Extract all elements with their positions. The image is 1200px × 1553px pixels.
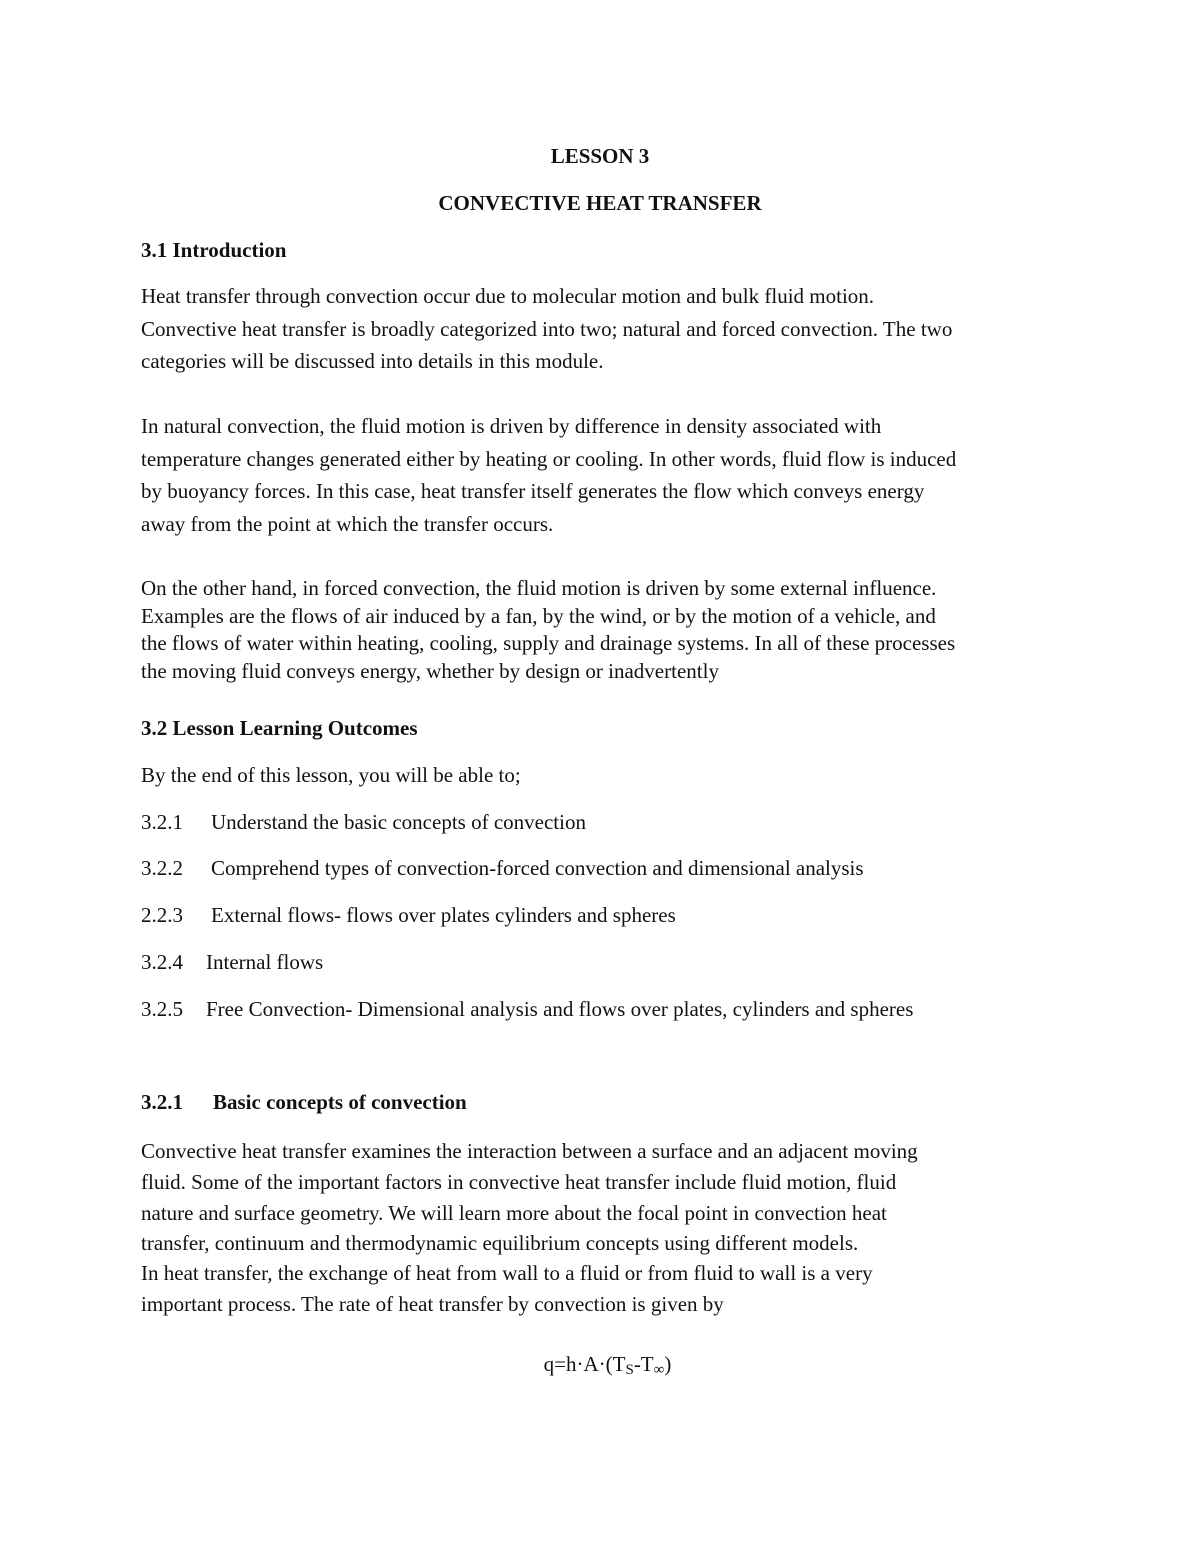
text-line: the flows of water within heating, cooling, supply and drainage systems. In all of these processes <box>141 631 956 655</box>
text-line: temperature changes generated either by heating or cooling. In other words, fluid flow is induced <box>141 446 957 471</box>
outcome-text: Comprehend types of convection-forced convection and dimensional analysis <box>211 856 864 880</box>
basic-concepts-paragraph <box>141 1136 1071 1320</box>
outcome-item <box>141 997 913 1022</box>
outcome-text: External flows- flows over plates cylinders and spheres <box>211 903 676 927</box>
intro-heading: 3.1 Introduction <box>141 238 287 262</box>
text-line: In heat transfer, the exchange of heat from wall to a fluid or from fluid to wall is a very <box>141 1261 873 1285</box>
text-line: Convective heat transfer examines the interaction between a surface and an adjacent moving <box>141 1139 918 1163</box>
intro-paragraph-2 <box>141 410 1071 540</box>
outcome-text: Understand the basic concepts of convection <box>211 810 586 834</box>
outcome-number: 2.2.3 <box>141 903 183 927</box>
outcome-item <box>141 856 864 881</box>
text-line: On the other hand, in forced convection, the fluid motion is driven by some external influence. <box>141 576 937 600</box>
section-title: Basic concepts of convection <box>213 1090 467 1114</box>
outcome-number: 3.2.1 <box>141 810 183 834</box>
text-line: nature and surface geometry. We will learn more about the focal point in convection heat <box>141 1201 887 1225</box>
text-line: transfer, continuum and thermodynamic equilibrium concepts using different models. <box>141 1231 859 1255</box>
outcomes-lead: By the end of this lesson, you will be able to; <box>141 763 521 787</box>
text-line: away from the point at which the transfer occurs. <box>141 511 554 536</box>
intro-paragraph-1 <box>141 280 1071 378</box>
basic-concepts-heading <box>141 1090 467 1115</box>
outcome-text: Free Convection- Dimensional analysis and flows over plates, cylinders and spheres <box>206 997 914 1021</box>
text-line: important process. The rate of heat transfer by convection is given by <box>141 1292 724 1316</box>
formula-mid: -T <box>633 1352 654 1376</box>
outcome-number: 3.2.4 <box>141 950 183 974</box>
lesson-label: LESSON 3 <box>550 144 650 168</box>
convection-formula <box>0 1352 1200 1379</box>
section-number: 3.2.1 <box>141 1090 183 1114</box>
text-line: by buoyancy forces. In this case, heat transfer itself generates the flow which conveys energy <box>141 479 925 503</box>
text-line: Examples are the flows of air induced by a fan, by the wind, or by the motion of a vehicle, and <box>141 603 936 628</box>
intro-paragraph-3 <box>141 575 1071 685</box>
outcome-item <box>141 903 676 928</box>
outcome-item <box>141 810 586 835</box>
text-line: Convective heat transfer is broadly categorized into two; natural and forced convection. The two <box>141 316 953 341</box>
outcomes-heading: 3.2 Lesson Learning Outcomes <box>141 716 418 740</box>
document-title: CONVECTIVE HEAT TRANSFER <box>438 191 762 215</box>
text-line: the moving fluid conveys energy, whether by design or inadvertently <box>141 658 719 683</box>
text-line: fluid. Some of the important factors in convective heat transfer include fluid motion, fluid <box>141 1170 897 1194</box>
text-line: Heat transfer through convection occur due to molecular motion and bulk fluid motion. <box>141 284 875 308</box>
formula-lhs: q=h·A·(T <box>543 1352 626 1376</box>
text-line: In natural convection, the fluid motion is driven by difference in density associated with <box>141 414 882 438</box>
outcome-number: 3.2.2 <box>141 856 183 880</box>
outcome-number: 3.2.5 <box>141 997 183 1021</box>
outcome-text: Internal flows <box>206 950 324 974</box>
formula-rhs: ) <box>664 1352 672 1376</box>
text-line: categories will be discussed into details in this module. <box>141 349 604 373</box>
formula-subscript-s: S <box>625 1362 634 1378</box>
formula-subscript-infinity: ∞ <box>653 1362 665 1378</box>
outcome-item <box>141 950 323 975</box>
